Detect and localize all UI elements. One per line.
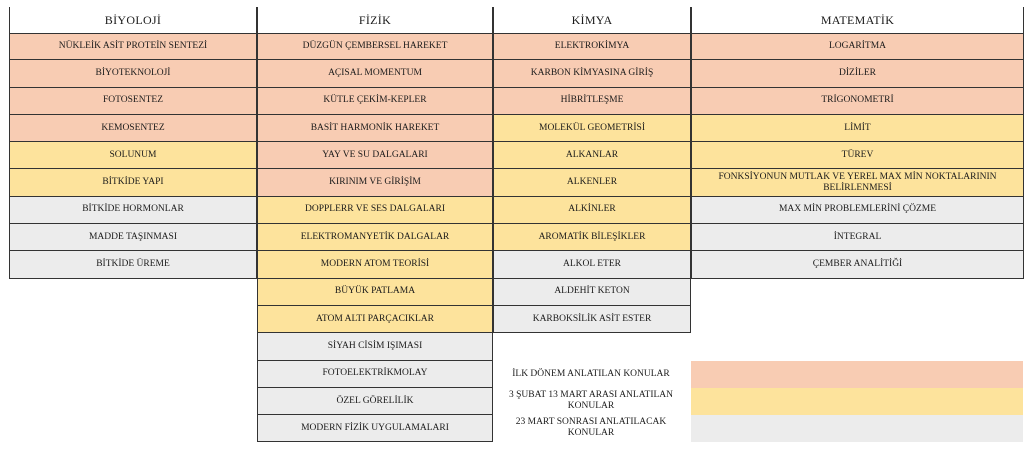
legend-label-feb-mar: 3 ŞUBAT 13 MART ARASI ANLATILAN KONULAR: [508, 390, 674, 411]
topic-cell: ALKANLAR: [493, 142, 691, 169]
topic-cell: ÇEMBER ANALİTİĞİ: [691, 251, 1024, 278]
column-kimya: [493, 7, 691, 333]
topic-cell: ALKOL ETER: [493, 251, 691, 278]
column-matematik: [691, 7, 1024, 279]
topic-cell: FOTOELEKTRİKMOLAY: [257, 361, 493, 388]
topic-cell: BİTKİDE YAPI: [9, 169, 257, 196]
topic-cell: AÇISAL MOMENTUM: [257, 60, 493, 87]
legend-swatch-after-march: [691, 415, 1023, 442]
legend-label-first-term: İLK DÖNEM ANLATILAN KONULAR: [512, 369, 670, 379]
topic-cell: DÜZGÜN ÇEMBERSEL HAREKET: [257, 33, 493, 60]
topic-cell: KIRINIM VE GİRİŞİM: [257, 169, 493, 196]
topic-cell: DOPPLERR VE SES DALGALARI: [257, 197, 493, 224]
column-header: MATEMATİK: [691, 7, 1024, 33]
topic-cell: HİBRİTLEŞME: [493, 88, 691, 115]
topic-cell: BİTKİDE ÜREME: [9, 251, 257, 278]
topic-cell: SİYAH CİSİM IŞIMASI: [257, 333, 493, 360]
topic-cell: TÜREV: [691, 142, 1024, 169]
topic-cell: FOTOSENTEZ: [9, 88, 257, 115]
column-header: BİYOLOJİ: [9, 7, 257, 33]
topic-cell: ATOM ALTI PARÇACIKLAR: [257, 306, 493, 333]
topic-cell: BÜYÜK PATLAMA: [257, 279, 493, 306]
topic-cell: ELEKTROMANYETİK DALGALAR: [257, 224, 493, 251]
topic-cell: MOLEKÜL GEOMETRİSİ: [493, 115, 691, 142]
topic-cell: MODERN FİZİK UYGULAMALARI: [257, 415, 493, 442]
topic-cell: ELEKTROKİMYA: [493, 33, 691, 60]
topic-cell: MAX MİN PROBLEMLERİNİ ÇÖZME: [691, 197, 1024, 224]
column-fizik: [257, 7, 493, 442]
topic-cell: LİMİT: [691, 115, 1024, 142]
topic-cell: BİTKİDE HORMONLAR: [9, 197, 257, 224]
topic-cell: ALKENLER: [493, 169, 691, 196]
topic-cell: AROMATİK BİLEŞİKLER: [493, 224, 691, 251]
topic-cell: ALKİNLER: [493, 197, 691, 224]
topic-cell: NÜKLEİK ASİT PROTEİN SENTEZİ: [9, 33, 257, 60]
topic-cell: KÜTLE ÇEKİM-KEPLER: [257, 88, 493, 115]
topic-cell: KEMOSENTEZ: [9, 115, 257, 142]
topic-cell: MADDE TAŞINMASI: [9, 224, 257, 251]
topic-cell: BASİT HARMONİK HAREKET: [257, 115, 493, 142]
topic-cell: SOLUNUM: [9, 142, 257, 169]
legend-label-after-march: 23 MART SONRASI ANLATILACAK KONULAR: [515, 417, 667, 438]
topic-cell: İNTEGRAL: [691, 224, 1024, 251]
topic-cell: LOGARİTMA: [691, 33, 1024, 60]
topic-cell: BİYOTEKNOLOJİ: [9, 60, 257, 87]
column-biyoloji: [9, 7, 257, 279]
topic-cell: DİZİLER: [691, 60, 1024, 87]
column-header: KİMYA: [493, 7, 691, 33]
topic-cell: ÖZEL GÖRELİLİK: [257, 388, 493, 415]
legend-swatch-first-term: [691, 361, 1023, 388]
topic-cell: FONKSİYONUN MUTLAK VE YEREL MAX MİN NOKTALARININ BELİRLENMESİ: [691, 169, 1024, 196]
topic-cell: KARBON KİMYASINA GİRİŞ: [493, 60, 691, 87]
topic-cell: TRİGONOMETRİ: [691, 88, 1024, 115]
topic-cell: YAY VE SU DALGALARI: [257, 142, 493, 169]
topic-cell: MODERN ATOM TEORİSİ: [257, 251, 493, 278]
topic-cell: ALDEHİT KETON: [493, 279, 691, 306]
legend-swatch-feb-mar: [691, 388, 1023, 415]
column-header: FİZİK: [257, 7, 493, 33]
topic-cell: KARBOKSİLİK ASİT ESTER: [493, 306, 691, 333]
